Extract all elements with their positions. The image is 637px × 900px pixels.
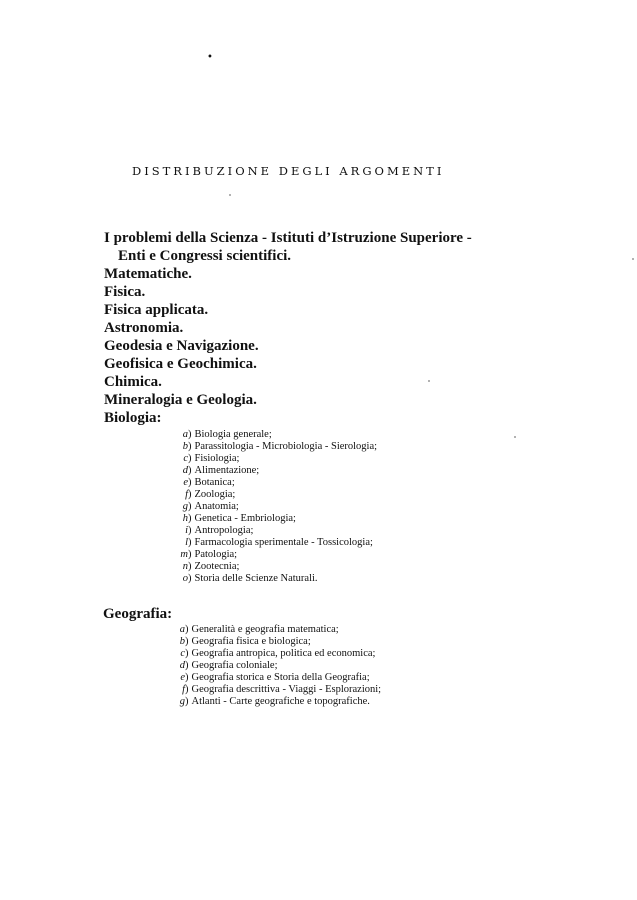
main-topic-item-continuation: Enti e Congressi scientifici. xyxy=(118,248,292,264)
list-item: g) Anatomia; xyxy=(176,501,436,513)
list-item: c) Fisiologia; xyxy=(176,453,436,465)
item-text: Geografia descrittiva - Viaggi - Esplorazioni; xyxy=(191,684,382,695)
item-letter: o xyxy=(182,573,188,584)
main-topic-item: I problemi della Scienza - Istituti d’Istruzione Superiore - xyxy=(104,230,472,246)
list-item: g) Atlanti - Carte geografiche e topografiche. xyxy=(173,696,433,708)
main-topic-item: Astronomia. xyxy=(104,320,184,336)
biologia-subtopic-list xyxy=(176,429,436,585)
list-item: e) Botanica; xyxy=(176,477,436,489)
item-letter: c xyxy=(183,453,188,464)
main-topic-item: Fisica. xyxy=(104,284,146,300)
list-item: b) Parassitologia - Microbiologia - Sierologia; xyxy=(176,441,436,453)
list-item: n) Zootecnia; xyxy=(176,561,436,573)
item-text: Atlanti - Carte geografiche e topografiche. xyxy=(191,696,370,707)
item-text: Geografia coloniale; xyxy=(191,660,278,671)
list-item: e) Geografia storica e Storia della Geografia; xyxy=(173,672,433,684)
item-letter: f xyxy=(185,489,188,500)
list-item: d) Alimentazione; xyxy=(176,465,436,477)
item-text: Zootecnia; xyxy=(194,561,240,572)
page-heading: DISTRIBUZIONE DEGLI ARGOMENTI xyxy=(132,164,445,178)
list-item: a) Biologia generale; xyxy=(176,429,436,441)
scan-speck xyxy=(428,380,430,382)
item-text: Fisiologia; xyxy=(194,453,240,464)
main-topic-list xyxy=(104,229,472,427)
list-item: h) Genetica - Embriologia; xyxy=(176,513,436,525)
scan-speck xyxy=(632,258,634,260)
scan-speck xyxy=(514,436,516,438)
main-topic-item: Geofisica e Geochimica. xyxy=(104,356,257,372)
scan-speck xyxy=(229,194,231,196)
item-text: Botanica; xyxy=(194,477,235,488)
item-letter: c xyxy=(180,648,185,659)
item-text: Storia delle Scienze Naturali. xyxy=(194,573,318,584)
biologia-section-label: Biologia: xyxy=(104,410,162,426)
main-topic-item: Geodesia e Navigazione. xyxy=(104,338,259,354)
item-letter: e xyxy=(180,672,185,683)
item-letter: g xyxy=(179,696,185,707)
item-text: Geografia fisica e biologica; xyxy=(191,636,311,647)
item-text: Farmacologia sperimentale - Tossicologia; xyxy=(194,537,373,548)
item-letter: a xyxy=(182,429,188,440)
item-text: Geografia antropica, politica ed economica; xyxy=(191,648,376,659)
geografia-subtopic-list xyxy=(173,624,433,708)
top-dot-mark: • xyxy=(207,52,213,63)
item-letter: f xyxy=(182,684,185,695)
item-text: Geografia storica e Storia della Geografia; xyxy=(191,672,370,683)
main-topic-item: Mineralogia e Geologia. xyxy=(104,392,257,408)
item-letter: d xyxy=(182,465,188,476)
list-item: f) Geografia descrittiva - Viaggi - Esplorazioni; xyxy=(173,684,433,696)
list-item: l) Farmacologia sperimentale - Tossicologia; xyxy=(176,537,436,549)
item-text: Genetica - Embriologia; xyxy=(194,513,296,524)
item-text: Biologia generale; xyxy=(194,429,272,440)
item-text: Alimentazione; xyxy=(194,465,260,476)
item-text: Generalità e geografia matematica; xyxy=(191,624,339,635)
item-letter: n xyxy=(182,561,188,572)
main-topic-item: Chimica. xyxy=(104,374,162,390)
main-topic-item: Matematiche. xyxy=(104,266,192,282)
item-text: Patologia; xyxy=(194,549,238,560)
item-text: Anatomia; xyxy=(194,501,239,512)
item-letter: e xyxy=(183,477,188,488)
item-letter: m xyxy=(180,549,188,560)
list-item: i) Antropologia; xyxy=(176,525,436,537)
list-item: d) Geografia coloniale; xyxy=(173,660,433,672)
item-text: Antropologia; xyxy=(194,525,254,536)
item-letter: b xyxy=(182,441,188,452)
item-letter: h xyxy=(182,513,188,524)
list-item: m) Patologia; xyxy=(176,549,436,561)
item-text: Zoologia; xyxy=(194,489,236,500)
list-item: b) Geografia fisica e biologica; xyxy=(173,636,433,648)
item-letter: i xyxy=(185,525,188,536)
item-text: Parassitologia - Microbiologia - Sierologia; xyxy=(194,441,378,452)
list-item: o) Storia delle Scienze Naturali. xyxy=(176,573,436,585)
item-letter: b xyxy=(179,636,185,647)
item-letter: a xyxy=(179,624,185,635)
item-letter: g xyxy=(182,501,188,512)
main-topic-item: Fisica applicata. xyxy=(104,302,209,318)
list-item: f) Zoologia; xyxy=(176,489,436,501)
list-item: c) Geografia antropica, politica ed economica; xyxy=(173,648,433,660)
geografia-section-label: Geografia: xyxy=(103,606,173,622)
item-letter: l xyxy=(185,537,188,548)
list-item: a) Generalità e geografia matematica; xyxy=(173,624,433,636)
item-letter: d xyxy=(179,660,185,671)
